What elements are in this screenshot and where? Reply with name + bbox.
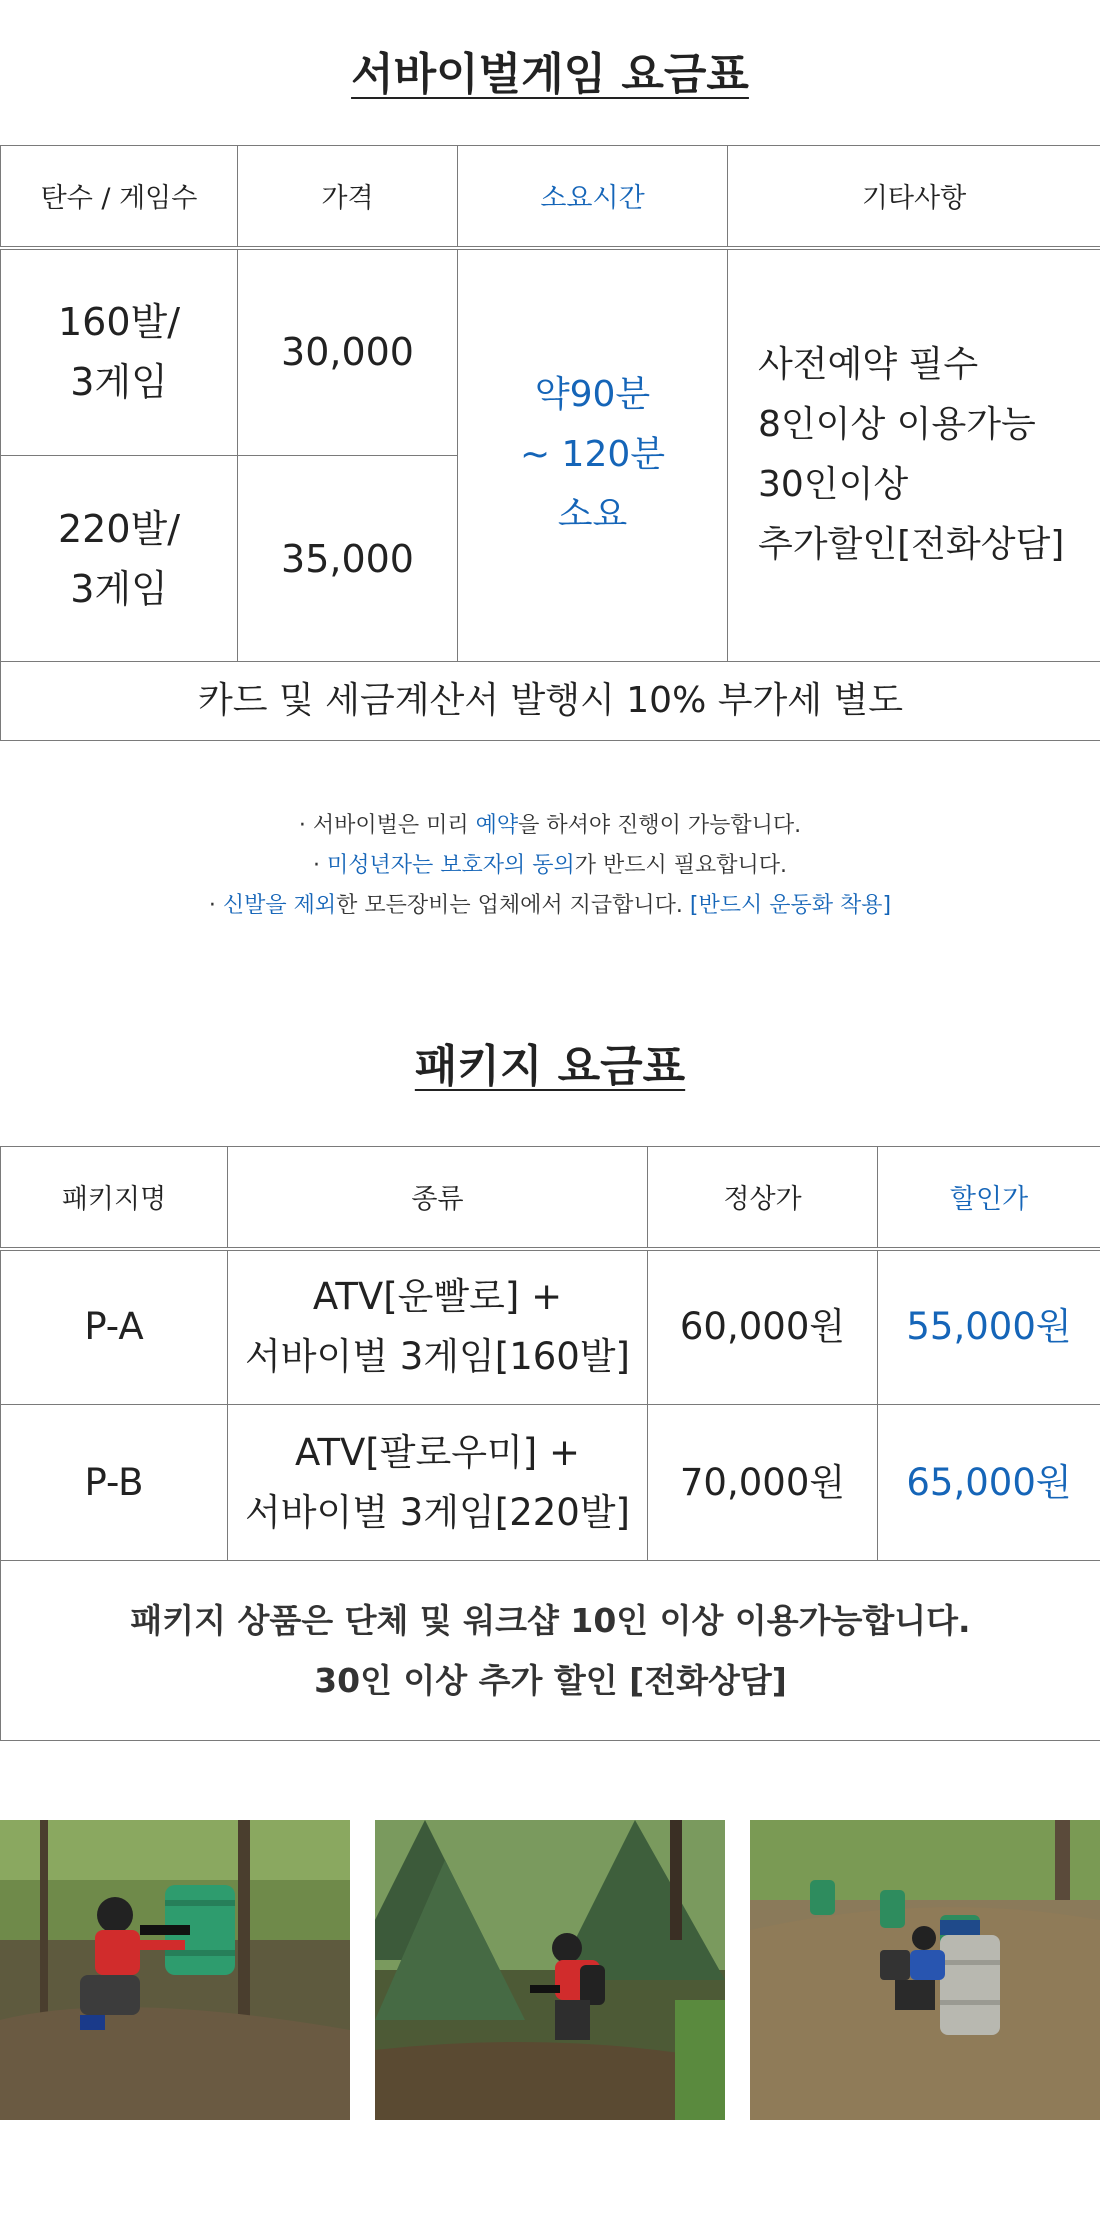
kind-line: 서바이벌 3게임[160발] [245,1335,630,1379]
notes-line: 사전예약 필수 [758,344,979,386]
photo-player-behind-barrels [750,1820,1100,2120]
notice-highlight: 예약 [475,813,519,838]
duration-line: ~ 120분 [519,434,666,476]
games-label: 3게임 [70,360,168,405]
survival-title: 서바이벌게임 요금표 [351,49,749,100]
photo-player-in-forest [375,1820,725,2120]
shots-label: 220발/ [57,506,181,551]
shots-label: 160발/ [57,300,181,345]
photo-gallery [0,1820,1100,2120]
price-cell: 30,000 [238,248,458,456]
notice-item [0,806,1100,846]
notice-item [0,886,1100,926]
photo-player-aiming [0,1820,350,2120]
package-footer-line: 패키지 상품은 단체 및 워크샵 10인 이상 이용가능합니다. [130,1600,971,1640]
table-row [1,1405,1100,1561]
table-row [1,1249,1100,1405]
games-label: 3게임 [70,566,168,611]
price-cell: 35,000 [238,456,458,662]
notice-list [0,806,1100,926]
notice-text: · [208,893,223,918]
regular-price: 70,000원 [648,1405,878,1561]
notice-text: 가 반드시 필요합니다. [574,853,787,878]
package-kind [228,1405,648,1561]
header-price: 가격 [238,146,458,248]
survival-price-table [0,145,1100,741]
header-duration: 소요시간 [458,146,728,248]
header-kind: 종류 [228,1147,648,1249]
shots-cell [1,248,238,456]
regular-price: 60,000원 [648,1249,878,1405]
header-sale-price: 할인가 [878,1147,1100,1249]
header-shots: 탄수 / 게임수 [1,146,238,248]
notice-highlight: 신발을 제외 [222,893,337,918]
notes-line: 추가할인[전화상담] [758,524,1065,566]
notes-line: 8인이상 이용가능 [758,404,1036,446]
notice-text: · [312,853,327,878]
notes-line: 30인이상 [758,464,909,506]
package-footer-row [1,1561,1100,1741]
package-kind [228,1249,648,1405]
duration-line: 소요 [557,494,628,536]
notice-highlight: 미성년자는 보호자의 동의 [326,853,575,878]
kind-line: 서바이벌 3게임[220발] [245,1490,630,1534]
duration-cell [458,248,728,662]
package-name: P-B [1,1405,228,1561]
vat-note: 카드 및 세금계산서 발행시 10% 부가세 별도 [1,662,1100,741]
package-footer-line: 30인 이상 추가 할인 [전화상담] [314,1660,787,1700]
shots-cell [1,456,238,662]
package-price-table [0,1146,1100,1741]
header-notes: 기타사항 [728,146,1100,248]
package-footer [1,1561,1100,1741]
notice-highlight: [반드시 운동화 착용] [689,893,892,918]
notice-item [0,846,1100,886]
kind-line: ATV[팔로우미] + [295,1430,580,1474]
package-title: 패키지 요금표 [414,1041,686,1092]
table-header-row [1,1147,1100,1249]
sale-price: 65,000원 [878,1405,1100,1561]
vat-row [1,662,1100,741]
notes-cell [728,248,1100,662]
package-name: P-A [1,1249,228,1405]
sale-price: 55,000원 [878,1249,1100,1405]
notice-text: · 서바이벌은 미리 [298,813,476,838]
header-regular-price: 정상가 [648,1147,878,1249]
table-header-row [1,146,1100,248]
notice-text: 한 모든장비는 업체에서 지급합니다. [336,893,690,918]
table-row [1,248,1100,456]
header-package-name: 패키지명 [1,1147,228,1249]
notice-text: 을 하셔야 진행이 가능합니다. [518,813,802,838]
kind-line: ATV[운빨로] + [312,1275,563,1319]
duration-line: 약90분 [534,374,651,416]
